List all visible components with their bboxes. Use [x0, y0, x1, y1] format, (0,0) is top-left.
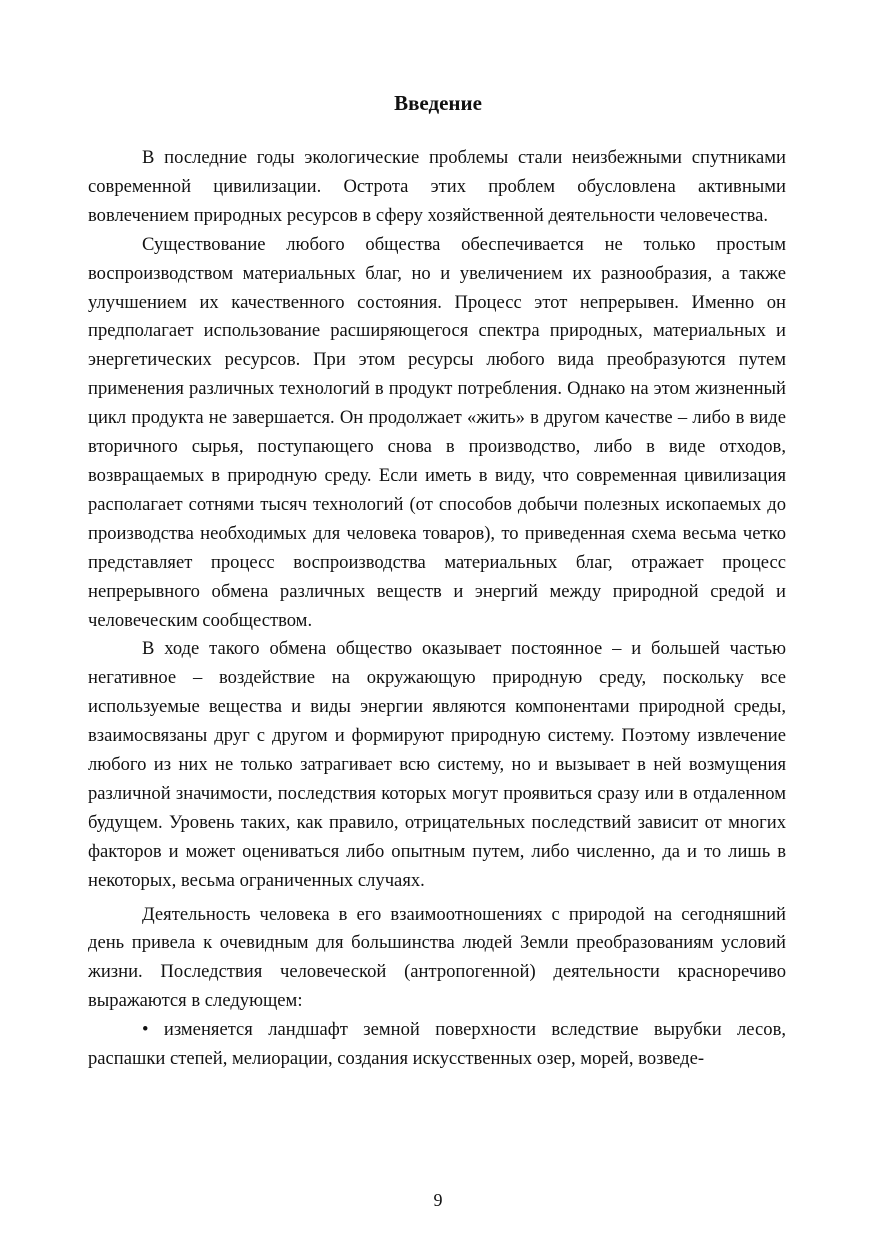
- body-text: [88, 144, 786, 1074]
- page-number: 9: [433, 1190, 443, 1210]
- paragraph-2: Существование любого общества обеспечивается не только простым воспроизводством материальных благ, но и увеличением их разнообразия, а также улучшением их качественного состояния. Процесс этот непрерывен. Именно он предполагает использование расширяющегося спектра природных, материальных и энергетических ресурсов. При этом ресурсы любого вида преобразуются путем применения различных технологий в продукт потребления. Однако на этом жизненный цикл продукта не завершается. Он продолжает «жить» в другом качестве – либо в виде вторичного сырья, поступающего снова в производство, либо в виде отходов, возвращаемых в природную среду. Если иметь в виду, что современная цивилизация располагает сотнями тысяч технологий (от способов добычи полезных ископаемых до производства необходимых для человека товаров), то приведенная схема весьма четко представляет процесс воспроизводства материальных благ, отражает процесс непрерывного обмена различных веществ и энергий между природной средой и человеческим сообществом.: [88, 233, 786, 631]
- paragraph-4: Деятельность человека в его взаимоотношениях с природой на сегодняшний день привела к очевидным для большинства людей Земли преобразованиям условий жизни. Последствия человеческой (антропогенной) деятельности красноречиво выражаются в следующем:: [88, 903, 786, 1012]
- page-title: Введение: [394, 91, 482, 115]
- paragraph-1: В последние годы экологические проблемы стали неизбежными спутниками современной цивилизации. Острота этих проблем обусловлена активными вовлечением природных ресурсов в сферу хозяйственной деятельности человечества.: [88, 147, 786, 226]
- paragraph-3: В ходе такого обмена общество оказывает постоянное – и большей частью негативное – воздействие на окружающую природную среду, поскольку все используемые вещества и виды энергии являются компонентами природной среды, взаимосвязаны друг с другом и формируют природную систему. Поэтому извлечение любого из них не только затрагивает всю систему, но и вызывает в ней возмущения различной значимости, последствия которых могут проявиться сразу или в отдаленном будущем. Уровень таких, как правило, отрицательных последствий зависит от многих факторов и может оцениваться либо опытным путем, либо численно, да и то лишь в некоторых, весьма ограниченных случаях.: [88, 638, 786, 891]
- bullet-item-1: • изменяется ландшафт земной поверхности вследствие вырубки лесов, распашки степей, мелиорации, создания искусственных озер, морей, возведе-: [88, 1019, 786, 1070]
